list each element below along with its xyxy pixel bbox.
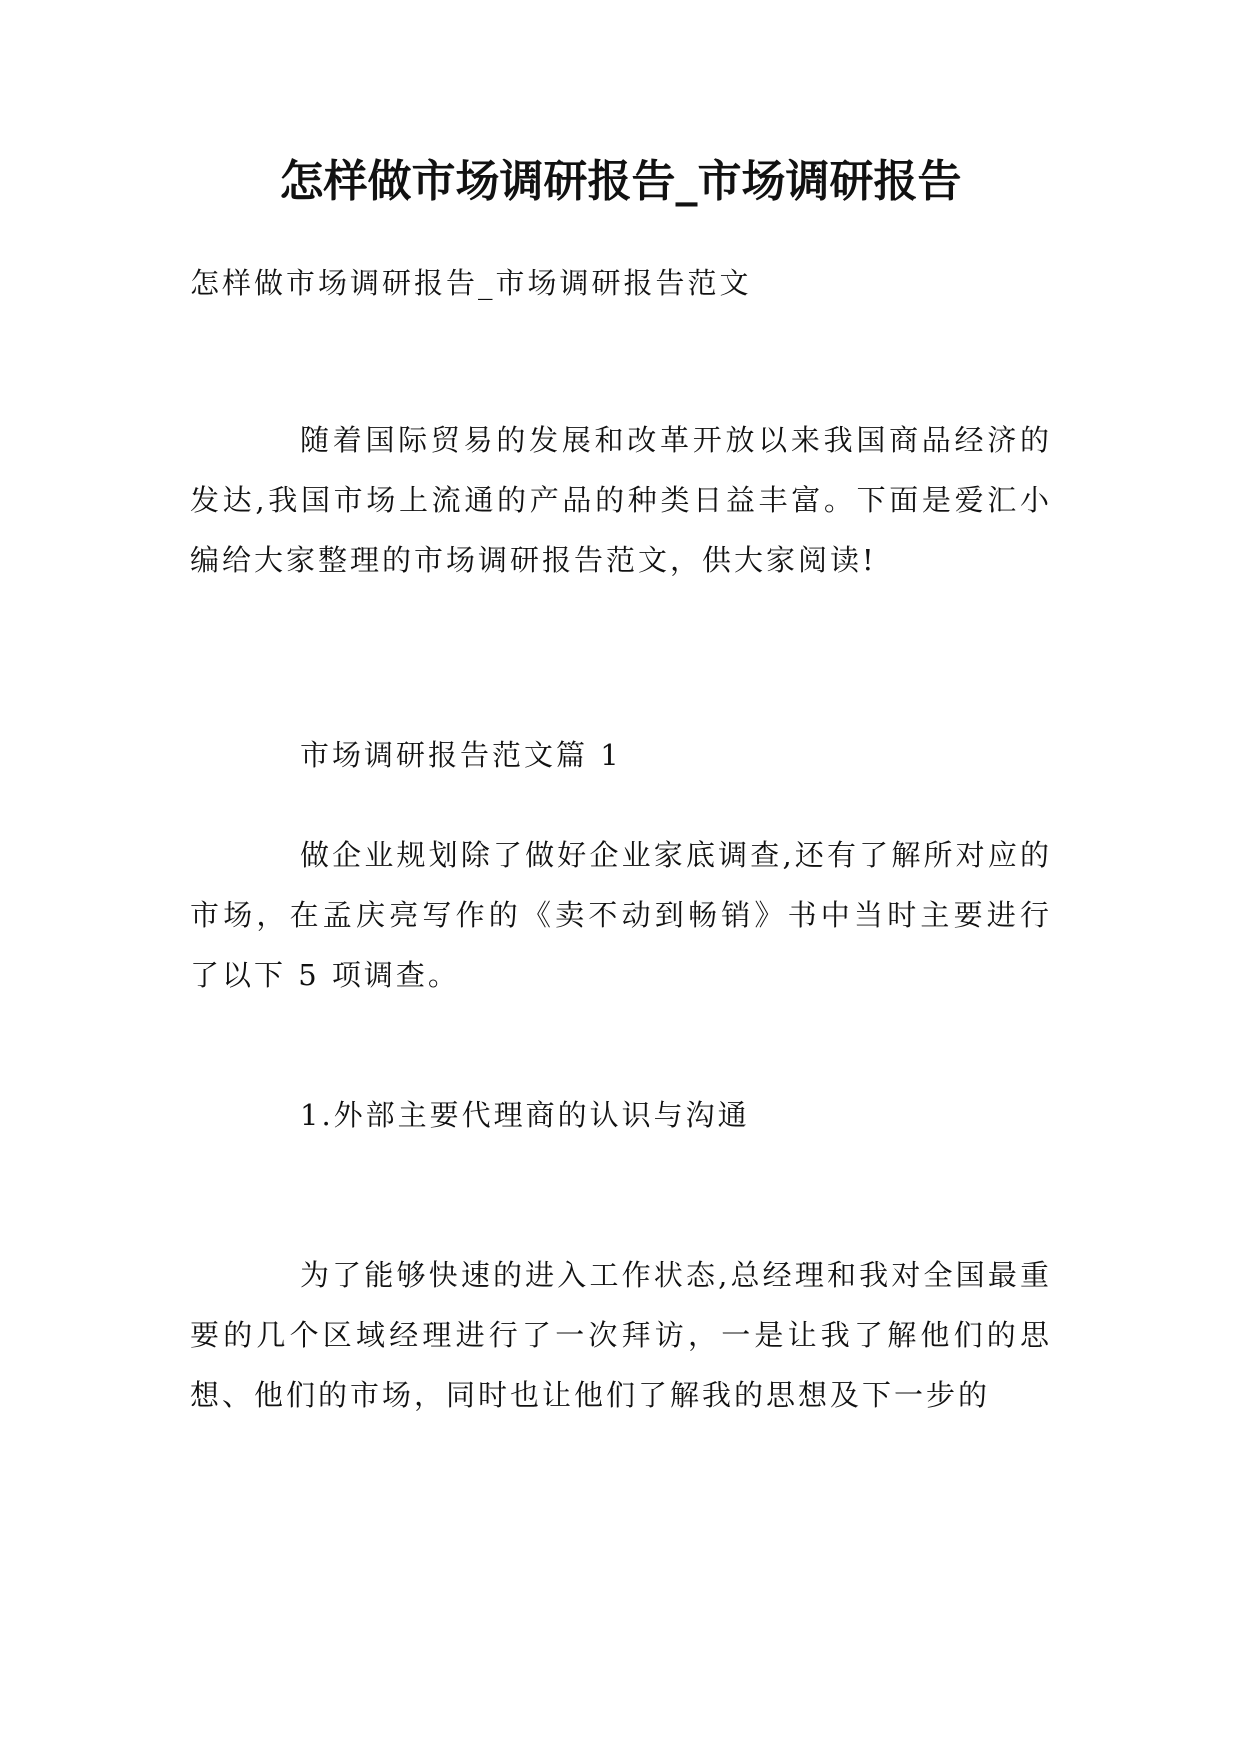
document-title: 怎样做市场调研报告_市场调研报告 [279, 156, 962, 207]
body-paragraph-2: 为了能够快速的进入工作状态,总经理和我对全国最重要的几个区域经理进行了一次拜访，一是让我了解他们的思想、他们的市场，同时也让他们了解我的思想及下一步的 [190, 1258, 1052, 1412]
section-heading: 市场调研报告范文篇 1 [300, 738, 622, 772]
document-subtitle: 怎样做市场调研报告_市场调研报告范文 [190, 266, 752, 300]
item-heading-1: 1.外部主要代理商的认识与沟通 [300, 1098, 750, 1132]
intro-paragraph: 随着国际贸易的发展和改革开放以来我国商品经济的发达,我国市场上流通的产品的种类日益丰富。下面是爱汇小编给大家整理的市场调研报告范文，供大家阅读! [190, 423, 1052, 577]
body-paragraph-1: 做企业规划除了做好企业家底调查,还有了解所对应的市场，在孟庆亮写作的《卖不动到畅销》书中当时主要进行了以下 5 项调查。 [190, 838, 1052, 992]
